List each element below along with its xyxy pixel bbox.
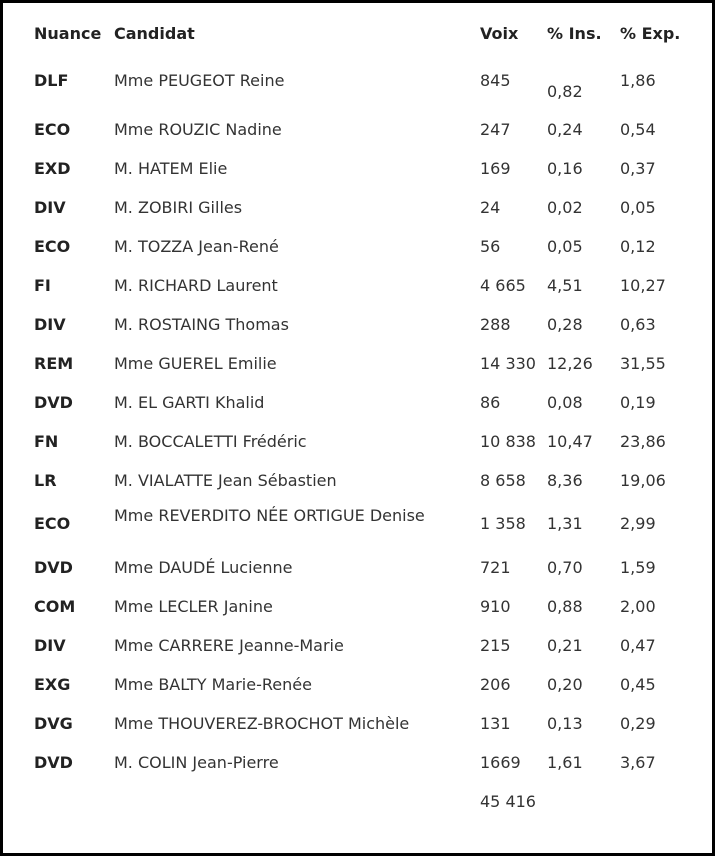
table-row	[29, 266, 699, 305]
table-row	[29, 188, 699, 227]
total-cell-voix: 45 416	[480, 791, 536, 811]
cell-ins: 0,16	[547, 158, 583, 178]
cell-nuance: REM	[34, 353, 74, 373]
cell-ins: 1,31	[547, 514, 583, 533]
cell-exp: 19,06	[620, 470, 666, 490]
cell-ins: 0,28	[547, 314, 583, 334]
table-row	[29, 305, 699, 344]
cell-candidat: Mme THOUVEREZ-BROCHOT Michèle	[114, 713, 410, 733]
cell-ins: 0,13	[547, 713, 583, 733]
cell-candidat: M. RICHARD Laurent	[114, 275, 278, 295]
table-row	[29, 227, 699, 266]
cell-voix: 4 665	[480, 275, 526, 295]
cell-voix: 131	[480, 713, 511, 733]
table-row	[29, 344, 699, 383]
cell-nuance: LR	[34, 470, 57, 490]
cell-voix: 1 358	[480, 514, 526, 533]
cell-exp: 3,67	[620, 752, 656, 772]
cell-exp: 0,19	[620, 392, 656, 412]
results-table	[29, 12, 699, 821]
cell-voix: 86	[480, 392, 501, 412]
cell-nuance: DVD	[34, 557, 73, 577]
cell-voix: 24	[480, 197, 501, 217]
cell-voix: 288	[480, 314, 511, 334]
table-row	[29, 626, 699, 665]
table-row	[29, 548, 699, 587]
cell-voix: 56	[480, 236, 501, 256]
cell-candidat: Mme PEUGEOT Reine	[114, 71, 285, 90]
cell-nuance: DVD	[34, 392, 73, 412]
cell-nuance: ECO	[34, 514, 71, 533]
cell-voix: 206	[480, 674, 511, 694]
cell-candidat: M. ROSTAING Thomas	[114, 314, 289, 334]
cell-ins: 0,24	[547, 119, 583, 139]
cell-ins: 12,26	[547, 353, 593, 373]
cell-nuance: DVD	[34, 752, 73, 772]
table-row	[29, 461, 699, 500]
cell-nuance: FI	[34, 275, 51, 295]
cell-voix: 215	[480, 635, 511, 655]
total-cell-ins	[542, 782, 615, 821]
cell-candidat: Mme DAUDÉ Lucienne	[114, 557, 293, 577]
table-row	[29, 500, 699, 548]
cell-nuance: EXG	[34, 674, 71, 694]
cell-candidat: Mme BALTY Marie-Renée	[114, 674, 312, 694]
cell-exp: 31,55	[620, 353, 666, 373]
cell-candidat: M. TOZZA Jean-René	[114, 236, 279, 256]
total-cell-exp	[615, 782, 699, 821]
cell-exp: 2,99	[620, 514, 656, 533]
cell-ins: 0,08	[547, 392, 583, 412]
table-row	[29, 704, 699, 743]
cell-candidat: M. COLIN Jean-Pierre	[114, 752, 279, 772]
cell-exp: 23,86	[620, 431, 666, 451]
header-candidat: Candidat	[114, 23, 195, 43]
header-voix: Voix	[480, 23, 519, 43]
cell-voix: 845	[480, 71, 511, 90]
cell-exp: 2,00	[620, 596, 656, 616]
cell-nuance: ECO	[34, 119, 71, 139]
cell-exp: 10,27	[620, 275, 666, 295]
cell-exp: 0,37	[620, 158, 656, 178]
cell-nuance: FN	[34, 431, 59, 451]
cell-ins: 0,20	[547, 674, 583, 694]
table-row	[29, 665, 699, 704]
cell-candidat: Mme ROUZIC Nadine	[114, 119, 282, 139]
cell-candidat: Mme CARRERE Jeanne-Marie	[114, 635, 344, 655]
cell-nuance: DIV	[34, 197, 66, 217]
cell-exp: 0,54	[620, 119, 656, 139]
cell-ins: 0,21	[547, 635, 583, 655]
total-cell-candidat	[109, 782, 475, 821]
cell-candidat: Mme REVERDITO NÉE ORTIGUE Denise	[114, 506, 425, 525]
table-row	[29, 587, 699, 626]
results-body	[29, 55, 699, 821]
cell-exp: 0,45	[620, 674, 656, 694]
cell-nuance: COM	[34, 596, 76, 616]
total-row	[29, 782, 699, 821]
cell-voix: 910	[480, 596, 511, 616]
cell-nuance: DLF	[34, 71, 69, 90]
cell-voix: 721	[480, 557, 511, 577]
cell-ins: 0,70	[547, 557, 583, 577]
cell-ins: 10,47	[547, 431, 593, 451]
cell-voix: 14 330	[480, 353, 536, 373]
table-row	[29, 55, 699, 110]
cell-ins: 8,36	[547, 470, 583, 490]
cell-candidat: M. VIALATTE Jean Sébastien	[114, 470, 337, 490]
cell-exp: 0,29	[620, 713, 656, 733]
table-row	[29, 110, 699, 149]
cell-voix: 10 838	[480, 431, 536, 451]
table-row	[29, 383, 699, 422]
header-nuance: Nuance	[34, 23, 102, 43]
cell-exp: 0,05	[620, 197, 656, 217]
cell-nuance: ECO	[34, 236, 71, 256]
table-row	[29, 422, 699, 461]
cell-exp: 0,63	[620, 314, 656, 334]
header-ins: % Ins.	[547, 23, 602, 43]
cell-voix: 169	[480, 158, 511, 178]
cell-exp: 1,86	[620, 71, 656, 90]
cell-ins: 1,61	[547, 752, 583, 772]
cell-exp: 1,59	[620, 557, 656, 577]
table-row	[29, 743, 699, 782]
cell-voix: 8 658	[480, 470, 526, 490]
cell-exp: 0,12	[620, 236, 656, 256]
cell-voix: 247	[480, 119, 511, 139]
table-row	[29, 149, 699, 188]
cell-candidat: M. ZOBIRI Gilles	[114, 197, 243, 217]
cell-ins: 0,88	[547, 596, 583, 616]
cell-voix: 1669	[480, 752, 521, 772]
cell-nuance: DIV	[34, 314, 66, 334]
table-header-row	[29, 12, 699, 55]
cell-ins: 0,02	[547, 197, 583, 217]
total-cell-nuance	[29, 782, 109, 821]
cell-candidat: Mme GUEREL Emilie	[114, 353, 277, 373]
header-exp: % Exp.	[620, 23, 681, 43]
cell-ins: 4,51	[547, 275, 583, 295]
cell-candidat: M. BOCCALETTI Frédéric	[114, 431, 307, 451]
cell-candidat: Mme LECLER Janine	[114, 596, 273, 616]
cell-nuance: EXD	[34, 158, 71, 178]
cell-nuance: DIV	[34, 635, 66, 655]
cell-exp: 0,47	[620, 635, 656, 655]
cell-ins: 0,05	[547, 236, 583, 256]
cell-nuance: DVG	[34, 713, 73, 733]
cell-candidat: M. HATEM Elie	[114, 158, 228, 178]
cell-ins: 0,82	[547, 82, 583, 101]
cell-candidat: M. EL GARTI Khalid	[114, 392, 265, 412]
